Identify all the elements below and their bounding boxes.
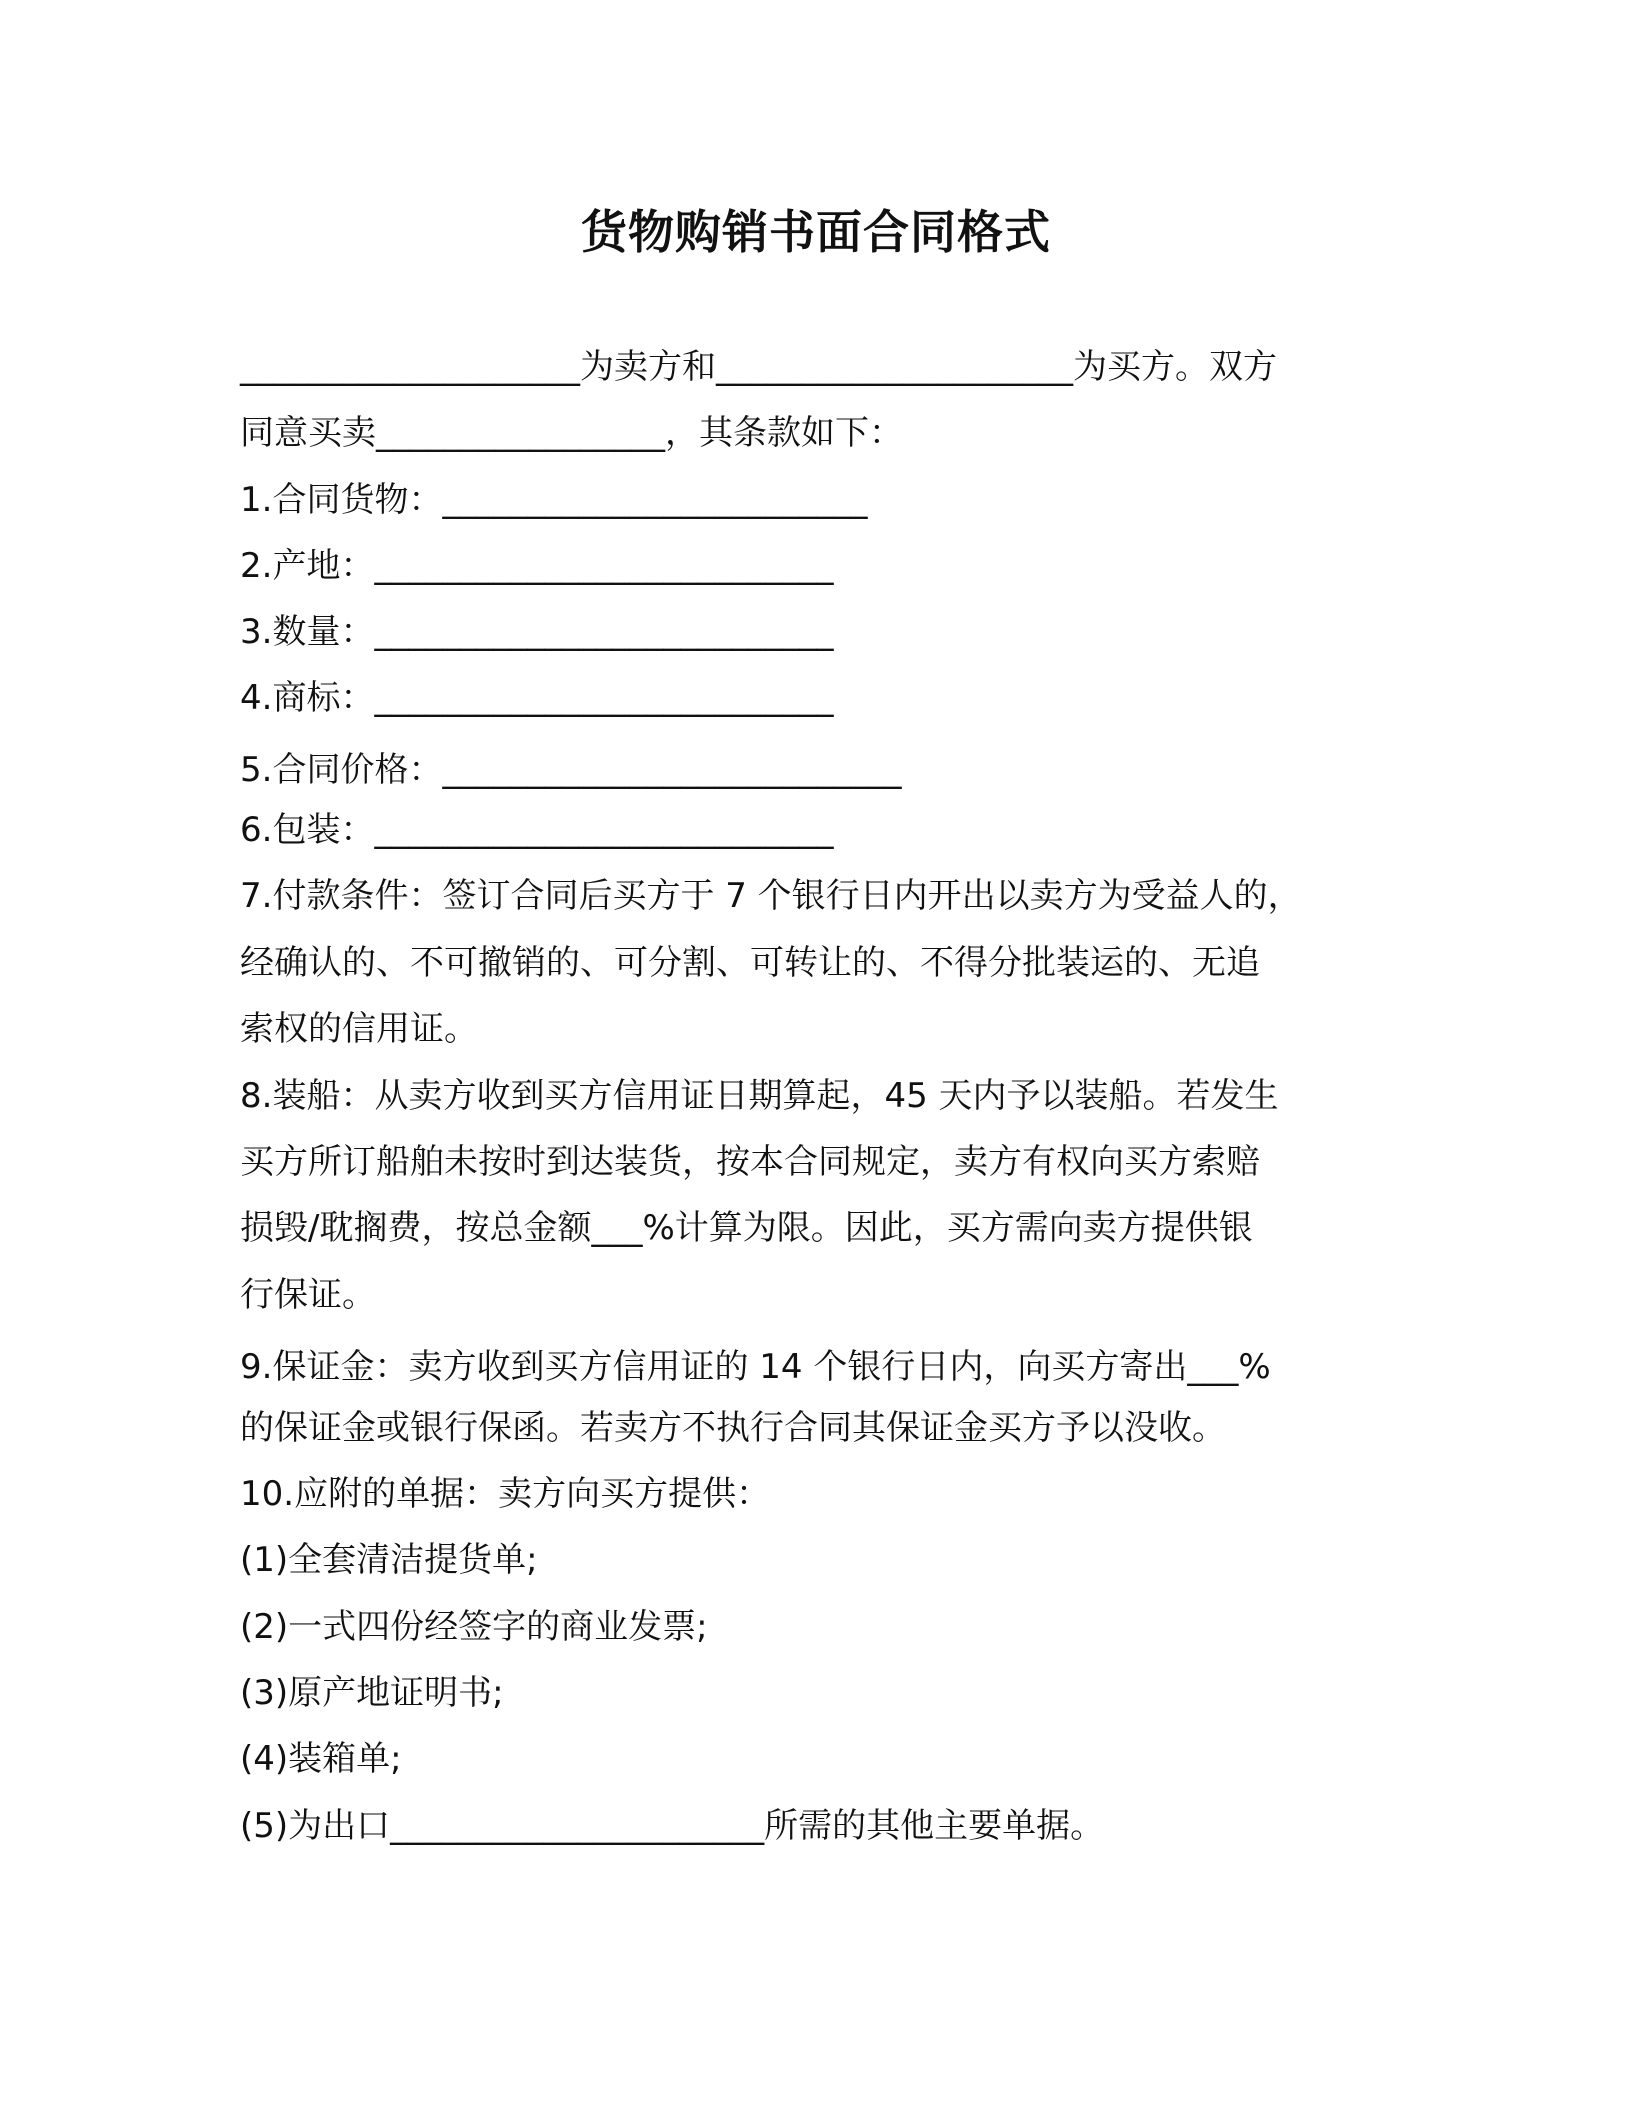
document-item-2: (2)一式四份经签字的商业发票; <box>240 1607 708 1647</box>
intro-line-2: 同意买卖_________________，其条款如下： <box>240 413 903 453</box>
clause-shipment-2: 买方所订船舶未按时到达装货，按本合同规定，卖方有权向买方索赔 <box>240 1142 1260 1182</box>
clause-packing: 6.包装：___________________________ <box>240 810 834 850</box>
clause-origin: 2.产地：___________________________ <box>240 546 834 586</box>
clause-payment-3: 索权的信用证。 <box>240 1009 478 1049</box>
clause-payment-1: 7.付款条件：签订合同后买方于 7 个银行日内开出以卖方为受益人的， <box>240 876 1302 916</box>
intro-line-1: ____________________为卖方和_____________________为买方。双方 <box>240 347 1277 387</box>
clause-trademark: 4.商标：___________________________ <box>240 678 834 718</box>
clause-quantity: 3.数量：___________________________ <box>240 612 834 652</box>
clause-goods: 1.合同货物：_________________________ <box>240 480 868 520</box>
document-item-1: (1)全套清洁提货单; <box>240 1540 538 1580</box>
document-title: 货物购销书面合同格式 <box>581 205 1051 259</box>
clause-shipment-3: 损毁/耽搁费，按总金额___%计算为限。因此，买方需向卖方提供银 <box>240 1208 1253 1248</box>
clause-deposit-2: 的保证金或银行保函。若卖方不执行合同其保证金买方予以没收。 <box>240 1408 1226 1448</box>
clause-shipment-4: 行保证。 <box>240 1275 376 1315</box>
clause-deposit-1: 9.保证金：卖方收到买方信用证的 14 个银行日内，向买方寄出___% <box>240 1347 1271 1387</box>
document-item-3: (3)原产地证明书; <box>240 1673 504 1713</box>
document-item-4: (4)装箱单; <box>240 1739 402 1779</box>
clause-documents: 10.应附的单据：卖方向买方提供： <box>240 1474 771 1514</box>
clause-payment-2: 经确认的、不可撤销的、可分割、可转让的、不得分批装运的、无追 <box>240 943 1260 983</box>
clause-price: 5.合同价格：___________________________ <box>240 750 902 790</box>
clause-shipment-1: 8.装船：从卖方收到买方信用证日期算起，45 天内予以装船。若发生 <box>240 1076 1279 1116</box>
document-item-5: (5)为出口______________________所需的其他主要单据。 <box>240 1806 1105 1846</box>
